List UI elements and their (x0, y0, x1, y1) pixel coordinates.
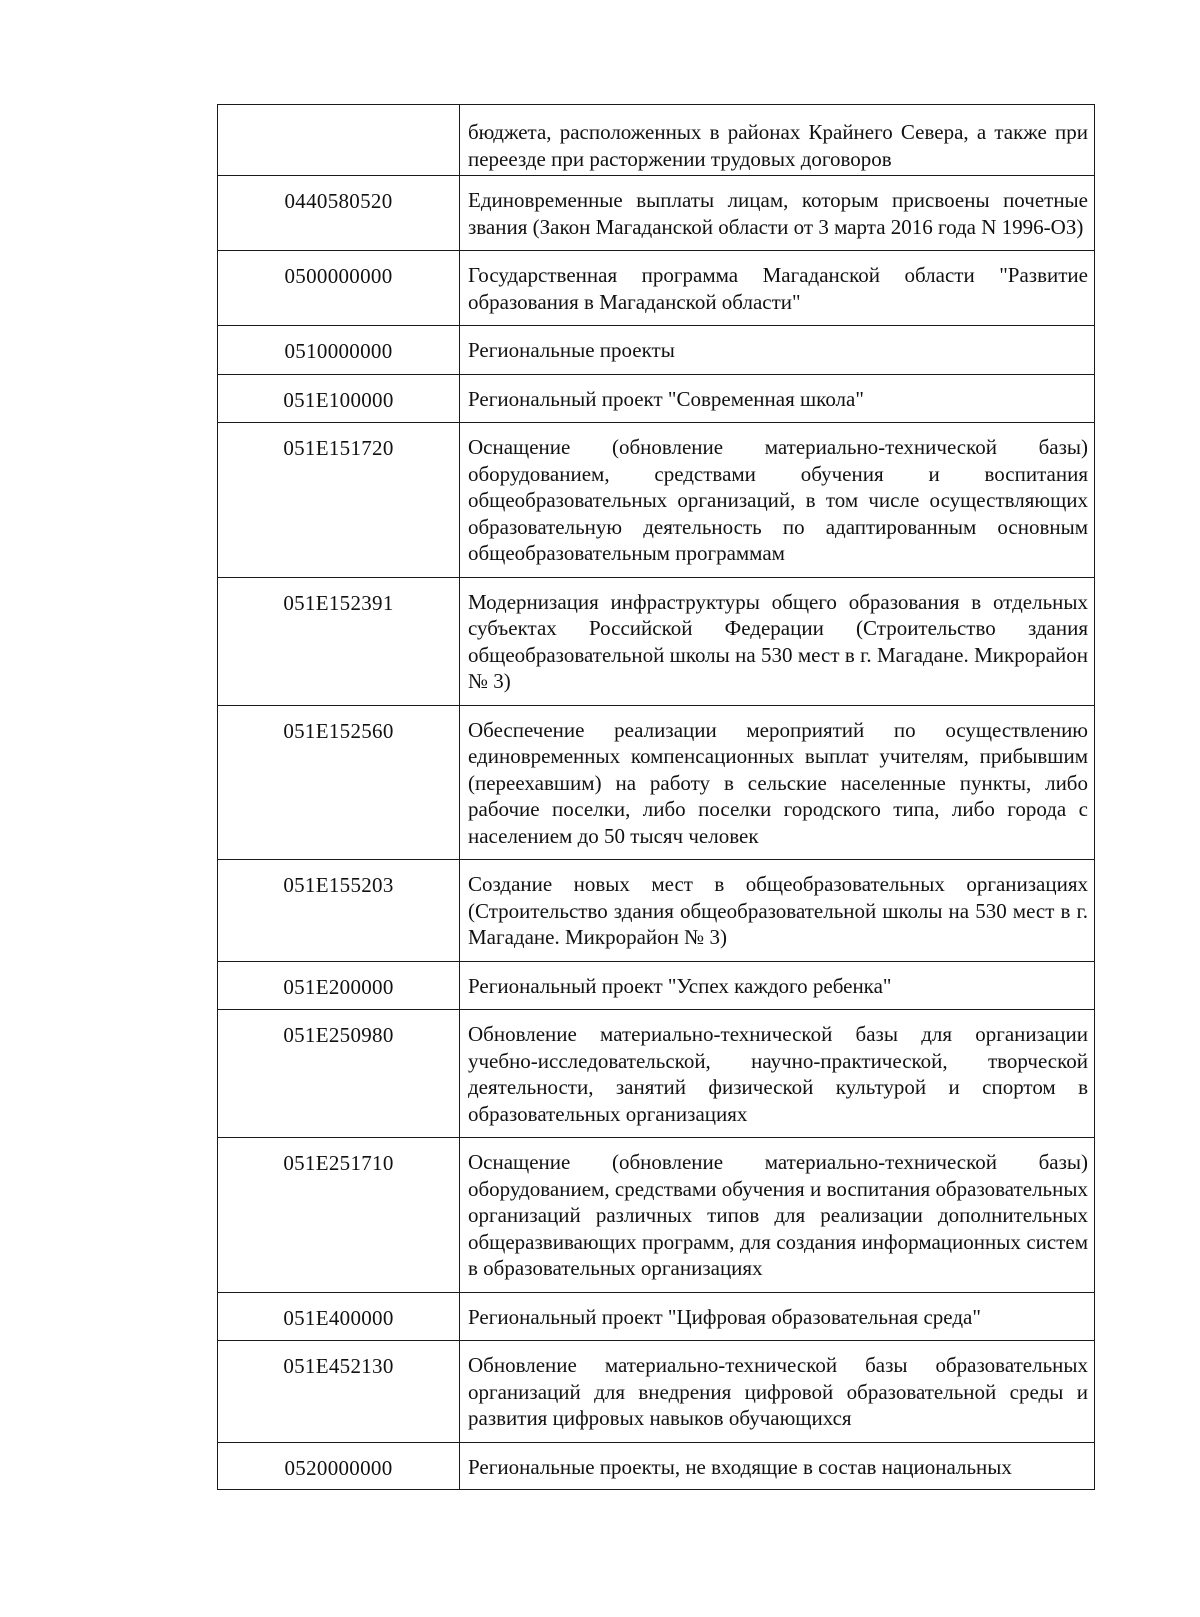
description-cell: Единовременные выплаты лицам, которым присвоены почетные звания (Закон Магаданской области от 3 марта 2016 года N 1996-ОЗ) (460, 176, 1095, 251)
description-cell: Создание новых мест в общеобразовательных организациях (Строительство здания общеобразовательной школы на 530 мест в г. Магадане. Микрорайон № 3) (460, 860, 1095, 962)
description-cell: Региональные проекты, не входящие в состав национальных (460, 1442, 1095, 1490)
code-cell (218, 105, 460, 176)
description-cell: Оснащение (обновление материально-технической базы) оборудованием, средствами обучения и воспитания образовательных организаций различных типов для реализации дополнительных общеразвивающих программ, для создания информационных систем в образовательных организациях (460, 1138, 1095, 1293)
code-cell: 051E200000 (218, 961, 460, 1010)
code-cell: 0440580520 (218, 176, 460, 251)
table-row (218, 1292, 1095, 1341)
code-cell: 051E400000 (218, 1292, 460, 1341)
table-row (218, 105, 1095, 176)
table-row (218, 251, 1095, 326)
code-cell: 0500000000 (218, 251, 460, 326)
code-cell: 0520000000 (218, 1442, 460, 1490)
description-cell: Обеспечение реализации мероприятий по осуществлению единовременных компенсационных выплат учителям, прибывшим (переехавшим) на работу в сельские населенные пункты, либо рабочие поселки, либо поселки городского типа, либо города с населением до 50 тысяч человек (460, 705, 1095, 860)
description-cell: Модернизация инфраструктуры общего образования в отдельных субъектах Российской Федерации (Строительство здания общеобразовательной школы на 530 мест в г. Магадане. Микрорайон № 3) (460, 577, 1095, 705)
table-row (218, 326, 1095, 375)
table-row (218, 1442, 1095, 1490)
table-row (218, 374, 1095, 423)
description-cell: Оснащение (обновление материально-технической базы) оборудованием, средствами обучения и воспитания общеобразовательных организаций, в том числе осуществляющих образовательную деятельность по адаптированным основным общеобразовательным программам (460, 423, 1095, 578)
description-cell: Обновление материально-технической базы образовательных организаций для внедрения цифровой образовательной среды и развития цифровых навыков обучающихся (460, 1341, 1095, 1443)
code-cell: 051E152391 (218, 577, 460, 705)
table-row (218, 860, 1095, 962)
code-cell: 051E155203 (218, 860, 460, 962)
budget-codes-table (217, 104, 1095, 1490)
description-cell: бюджета, расположенных в районах Крайнего Севера, а также при переезде при расторжении трудовых договоров (460, 105, 1095, 176)
description-cell: Региональный проект "Современная школа" (460, 374, 1095, 423)
table-row (218, 961, 1095, 1010)
table-row (218, 1138, 1095, 1293)
code-cell: 051E452130 (218, 1341, 460, 1443)
code-cell: 051E151720 (218, 423, 460, 578)
code-cell: 051E152560 (218, 705, 460, 860)
description-cell: Обновление материально-технической базы для организации учебно-исследовательской, научно-практической, творческой деятельности, занятий физической культурой и спортом в образовательных организациях (460, 1010, 1095, 1138)
table-row (218, 176, 1095, 251)
table-row (218, 577, 1095, 705)
table-row (218, 1341, 1095, 1443)
table-row (218, 705, 1095, 860)
description-cell: Региональный проект "Успех каждого ребенка" (460, 961, 1095, 1010)
description-cell: Региональные проекты (460, 326, 1095, 375)
code-cell: 0510000000 (218, 326, 460, 375)
code-cell: 051E251710 (218, 1138, 460, 1293)
code-cell: 051E250980 (218, 1010, 460, 1138)
description-cell: Государственная программа Магаданской области "Развитие образования в Магаданской области" (460, 251, 1095, 326)
code-cell: 051E100000 (218, 374, 460, 423)
description-cell: Региональный проект "Цифровая образовательная среда" (460, 1292, 1095, 1341)
table-row (218, 423, 1095, 578)
table-row (218, 1010, 1095, 1138)
